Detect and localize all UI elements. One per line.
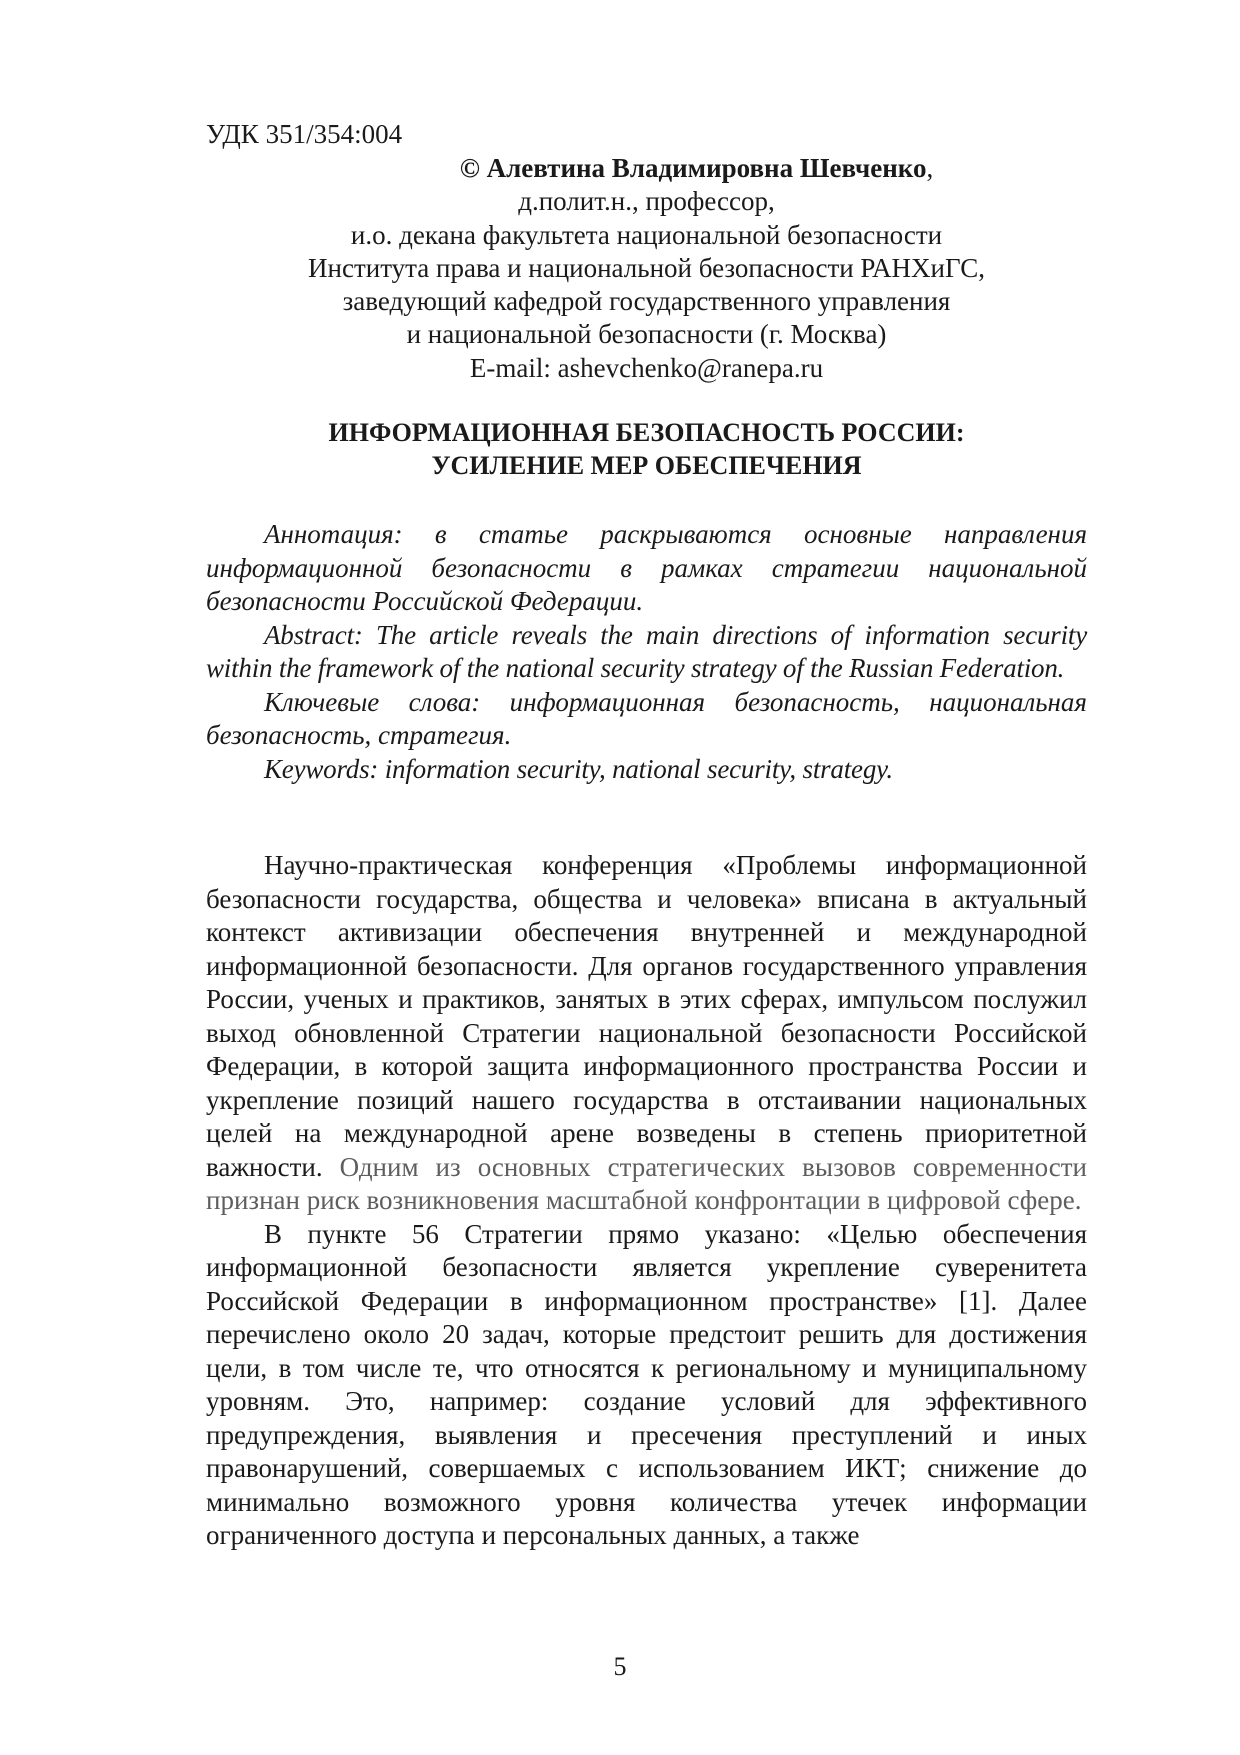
article-body	[206, 849, 1087, 1553]
paragraph-1-main: Научно-практическая конференция «Проблемы информационной безопасности государства, общества и человека» вписана в актуальный контекст активизации обеспечения внутренней и международной информационной безопасности. Для органов государственного управления России, ученых и практиков, занятых в этих сферах, импульсом послужил выход обновленной Стратегии национальной безопасности Российской Федерации, в которой защита информационного пространства России и укрепление позиций нашего государства в отстаивании национальных целей на международной арене возведены в степень приоритетной важности.	[206, 850, 1087, 1182]
title-line-1: ИНФОРМАЦИОННАЯ БЕЗОПАСНОСТЬ РОССИИ:	[328, 418, 965, 447]
author-email: E-mail: ashevchenko@ranepa.ru	[469, 352, 824, 383]
author-degree: д.полит.н., профессор,	[518, 186, 775, 217]
paragraph-1-highlight: Одним из основных стратегических вызовов современности признан риск возникновения масштабной конфронтации в цифровой сфере.	[206, 1151, 1088, 1215]
author-name: © Алевтина Владимировна Шевченко	[459, 153, 927, 183]
page-number: 5	[613, 1652, 627, 1681]
title-line-2: УСИЛЕНИЕ МЕР ОБЕСПЕЧЕНИЯ	[431, 451, 862, 480]
body-paragraph-2: В пункте 56 Стратегии прямо указано: «Целью обеспечения информационной безопасности является укрепление суверенитета Российской Федерации в информационном пространстве» [1]. Далее перечислено около 20 задач, которые предстоит решить для достижения цели, в том числе те, что относятся к региональному и муниципальному уровням. Это, например: создание условий для эффективного предупреждения, выявления и пресечения преступлений и иных правонарушений, совершаемых с использованием ИКТ; снижение до минимально возможного уровня количества утечек информации ограниченного доступа и персональных данных, а также	[206, 1218, 1087, 1550]
article-title	[206, 416, 1087, 482]
author-name-line	[206, 152, 1087, 185]
author-block	[206, 152, 1087, 385]
body-paragraph-1	[206, 849, 1087, 1218]
author-position: и.о. декана факультета национальной безопасности	[350, 219, 943, 250]
author-name-comma: ,	[926, 153, 934, 183]
author-department-city: и национальной безопасности (г. Москва)	[406, 319, 887, 350]
abstract-en: Abstract: The article reveals the main directions of information security within the framework of the national security strategy of the Russian Federation.	[206, 619, 1087, 683]
keywords-en: Keywords: information security, national security, strategy.	[264, 753, 893, 784]
author-department: заведующий кафедрой государственного управления	[342, 286, 951, 317]
annotation-ru: Аннотация: в статье раскрываются основные направления информационной безопасности в рамках стратегии национальной безопасности Российской Федерации.	[206, 519, 1087, 616]
udc-code: УДК 351/354:004	[206, 119, 403, 149]
author-institute: Института права и национальной безопасности РАНХиГС,	[308, 252, 985, 283]
keywords-ru: Ключевые слова: информационная безопасность, национальная безопасность, стратегия.	[206, 686, 1087, 750]
abstract-section	[206, 518, 1087, 786]
